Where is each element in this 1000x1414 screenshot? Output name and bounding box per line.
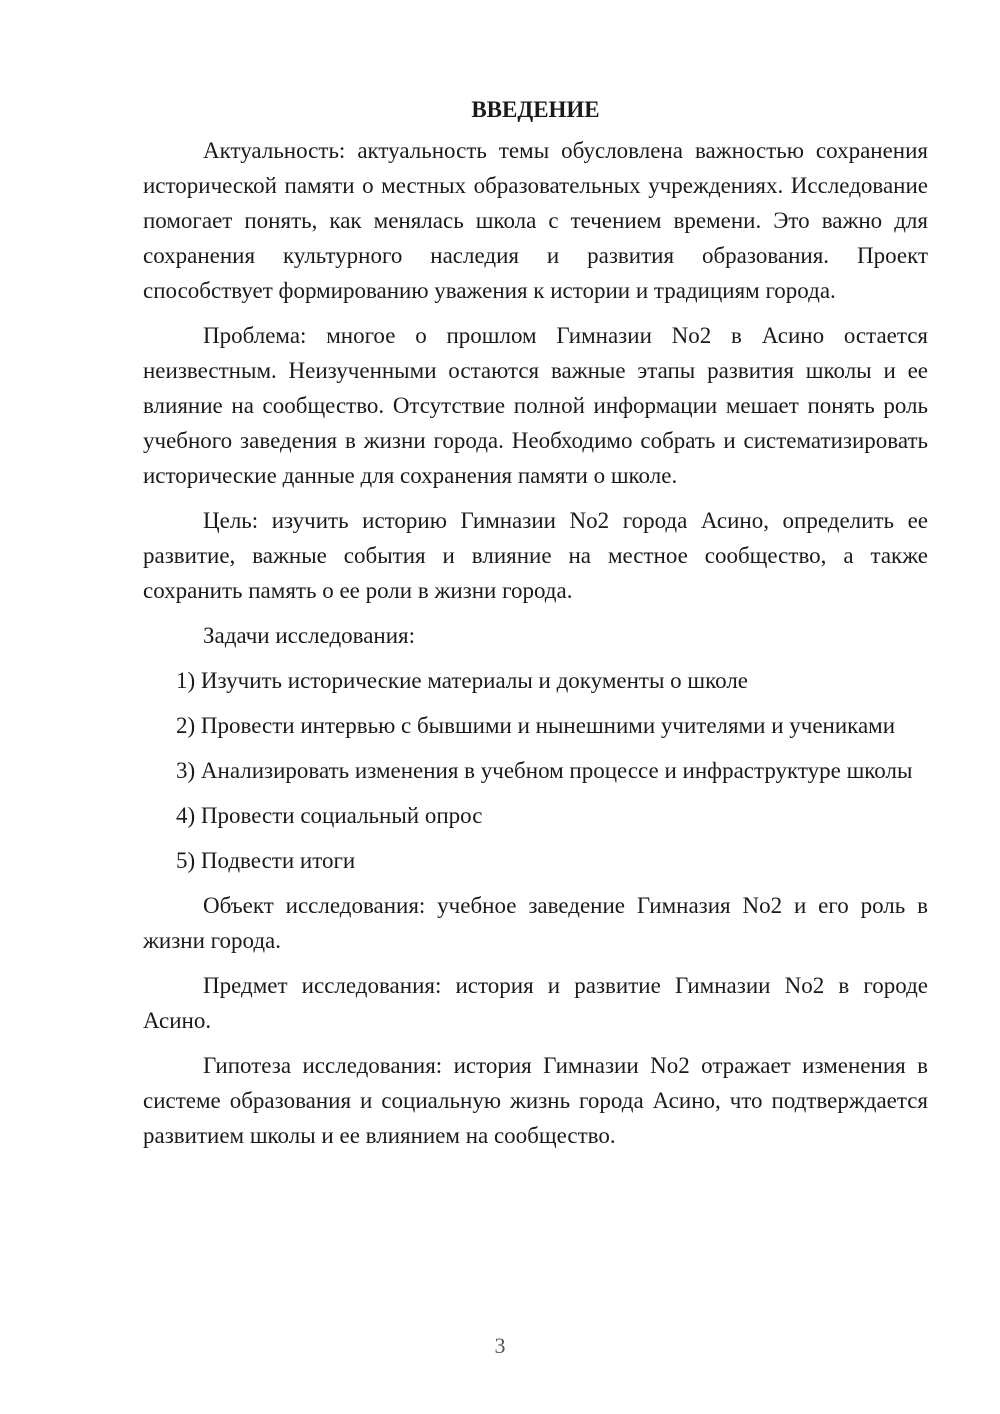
task-item: 3) Анализировать изменения в учебном процессе и инфраструктуре школы: [176, 758, 913, 783]
tasks-heading: Задачи исследования:: [203, 623, 416, 648]
paragraph-hypothesis: Гипотеза исследования: история Гимназии No2 отражает изменения в системе образования и социальную жизнь города Асино, что подтверждается развитием школы и ее влиянием на сообщество.: [143, 1053, 928, 1148]
page-title: ВВЕДЕНИЕ: [471, 97, 600, 122]
paragraph-relevance: Актуальность: актуальность темы обусловлена важностью сохранения исторической памяти о местных образовательных учреждениях. Исследование помогает понять, как менялась школа с течением времени. Это важно для сохранения культурного наследия и развития образования. Проект способствует формированию уважения к истории и традициям города.: [143, 138, 928, 303]
task-item: 5) Подвести итоги: [176, 848, 356, 873]
paragraph-object: Объект исследования: учебное заведение Гимназия No2 и его роль в жизни города.: [143, 893, 928, 953]
task-item: 2) Провести интервью с бывшими и нынешними учителями и учениками: [176, 713, 896, 738]
page-number: 3: [494, 1333, 506, 1358]
paragraph-subject: Предмет исследования: история и развитие Гимназии No2 в городе Асино.: [143, 973, 928, 1033]
task-item: 4) Провести социальный опрос: [176, 803, 483, 828]
task-item: 1) Изучить исторические материалы и документы о школе: [176, 668, 749, 693]
paragraph-goal: Цель: изучить историю Гимназии No2 города Асино, определить ее развитие, важные события и влияние на местное сообщество, а также сохранить память о ее роли в жизни города.: [143, 508, 928, 603]
paragraph-problem: Проблема: многое о прошлом Гимназии No2 в Асино остается неизвестным. Неизученными остаются важные этапы развития школы и ее влияние на сообщество. Отсутствие полной информации мешает понять роль учебного заведения в жизни города. Необходимо собрать и систематизировать исторические данные для сохранения памяти о школе.: [143, 323, 928, 488]
document-body: [143, 92, 928, 1163]
